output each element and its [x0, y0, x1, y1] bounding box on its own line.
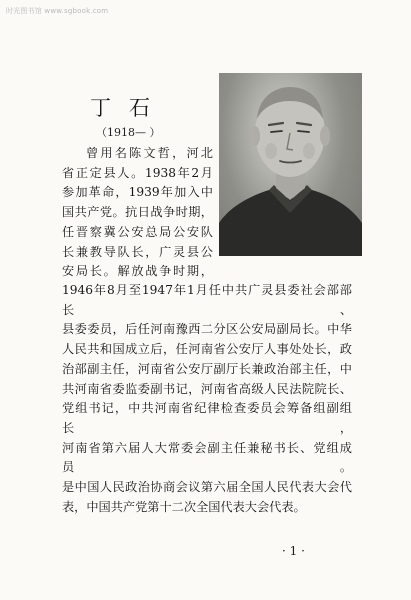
- portrait-illustration: [219, 73, 362, 256]
- biography-line: 参加革命，1939年加入中: [62, 185, 213, 200]
- person-name: 丁石: [90, 96, 168, 120]
- biography-line: 任晋察冀公安总局公安队: [62, 224, 213, 239]
- watermark-text: 时光图书馆 www.sgbook.com: [6, 7, 109, 15]
- page-number: · 1 ·: [282, 544, 305, 558]
- biography-line: 国共产党。抗日战争时期，: [62, 205, 213, 220]
- biography-body: [62, 281, 352, 517]
- biography-line: 表，中国共产党第十二次全国代表大会代表。: [62, 499, 306, 514]
- biography-line: 党组书记，中共河南省纪律检查委员会筹备组副组长，: [62, 401, 352, 435]
- biography-line: 人民共和国成立后，任河南省公安厅人事处处长，政: [62, 342, 352, 357]
- biography-line: 省正定县人。1938年2月: [62, 165, 213, 180]
- biography-line: 治部副主任，河南省公安厅副厅长兼政治部主任，中: [62, 361, 352, 376]
- biography-line: 曾用名陈文哲，河北: [86, 146, 213, 160]
- person-years: （1918— ）: [96, 126, 161, 139]
- biography-line: 是中国人民政治协商会议第六届全国人民代表大会代: [62, 480, 352, 495]
- biography-line: 河南省第六届人大常委会副主任兼秘书长、党组成员。: [62, 440, 352, 475]
- biography-line: 1946年8月至1947年1月任中共广灵县委社会部部长、: [62, 283, 352, 317]
- biography-line: 县委委员，后任河南豫西二分区公安局副局长。中华: [62, 322, 352, 337]
- portrait-photo: [219, 73, 362, 256]
- biography-intro: [62, 144, 213, 282]
- biography-line: 长兼教导队长，广灵县公: [62, 244, 213, 259]
- biography-line: 安局长。解放战争时期，: [62, 264, 213, 279]
- biography-line: 共河南省委监委副书记，河南省高级人民法院院长、: [62, 381, 352, 396]
